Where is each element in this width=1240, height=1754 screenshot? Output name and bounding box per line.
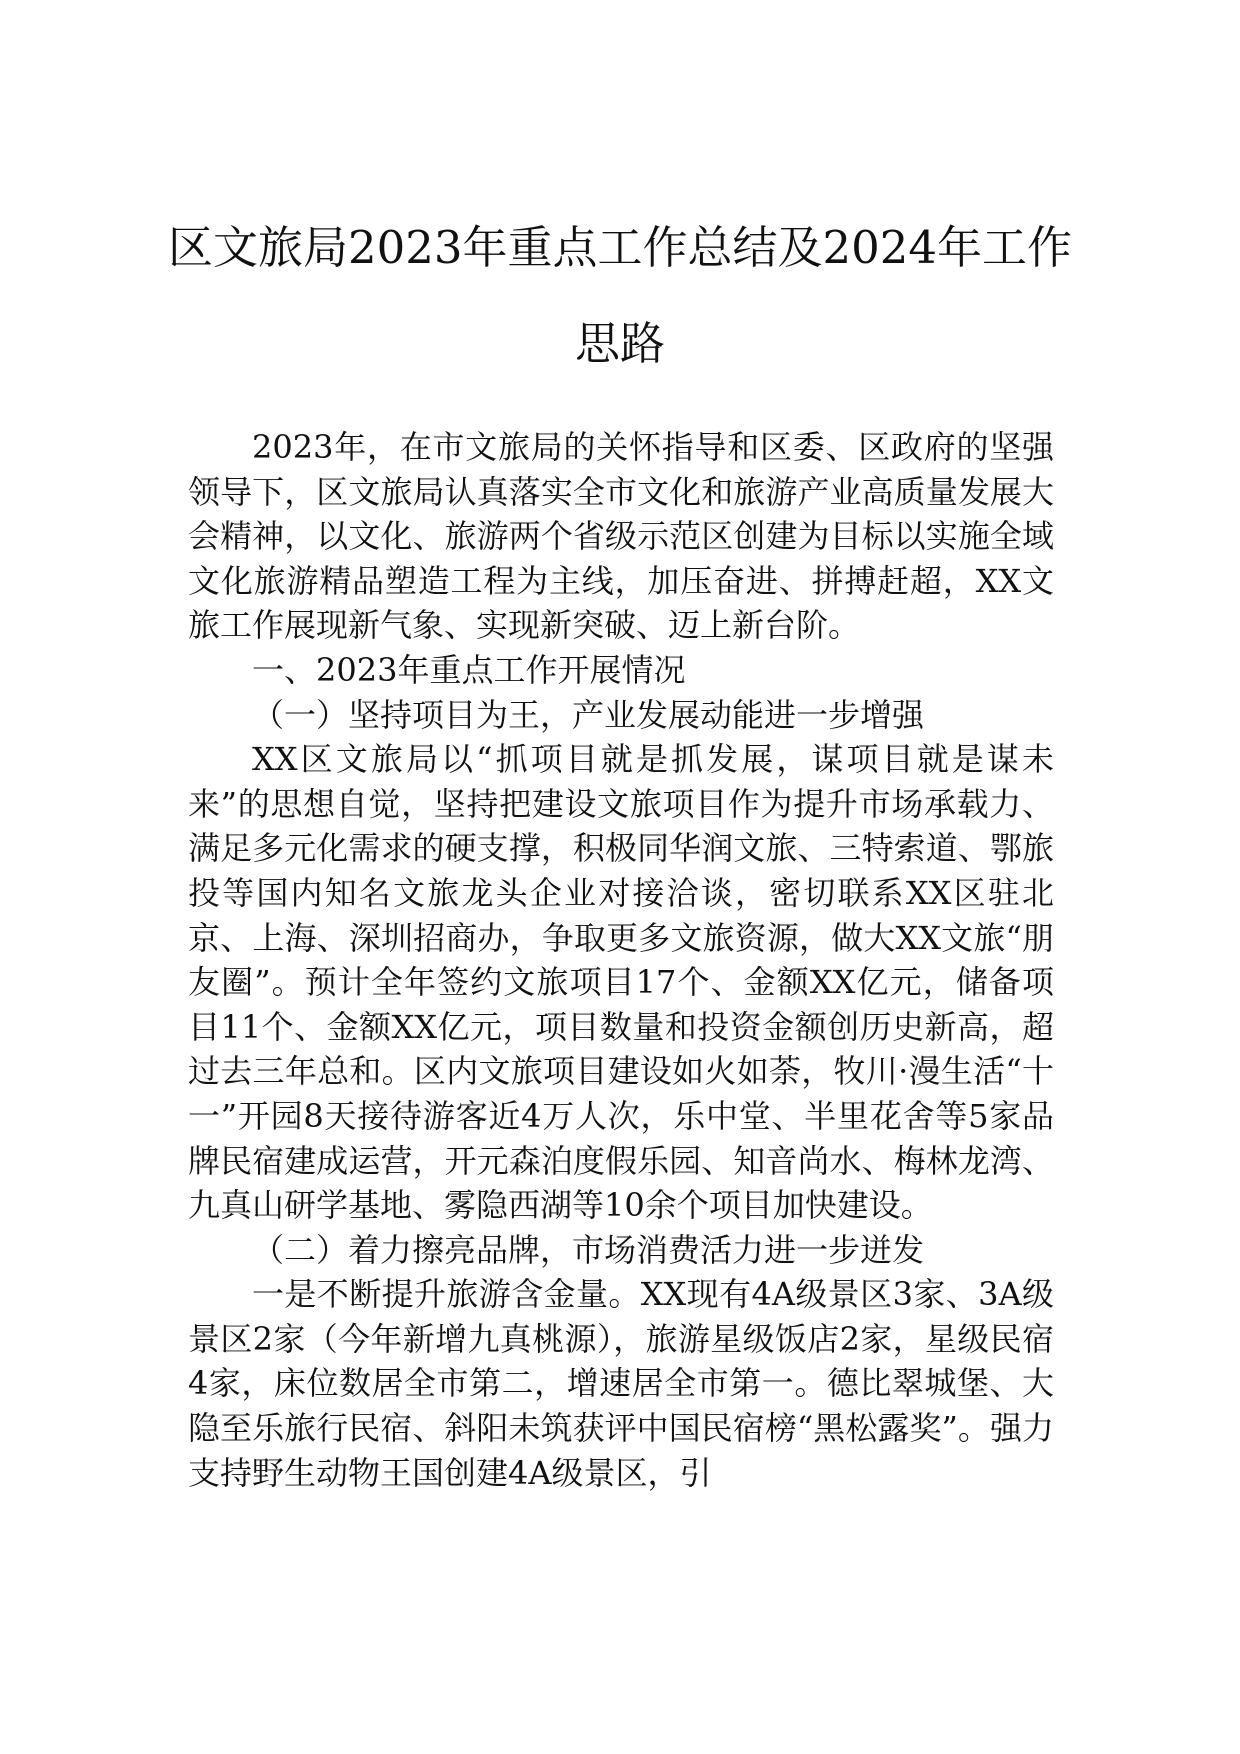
- subsection-heading-2: （二）着力擦亮品牌，市场消费活力进一步迸发: [252, 1230, 925, 1269]
- document-body: [188, 425, 1054, 1495]
- document-title: 区文旅局2023年重点工作总结及2024年工作思路: [167, 221, 1073, 370]
- projects-paragraph: XX区文旅局以“抓项目就是抓发展，谋项目就是谋未来”的思想自觉，坚持把建设文旅项目作为提升市场承载力、满足多元化需求的硬支撑，积极同华润文旅、三特索道、鄂旅投等国内知名文旅龙头企业对接洽谈，密切联系XX区驻北京、上海、深圳招商办，争取更多文旅资源，做大XX文旅“朋友圈”。预计全年签约文旅项目17个、金额XX亿元，储备项目11个、金额XX亿元，项目数量和投资金额创历史新高，超过去三年总和。区内文旅项目建设如火如荼，牧川·漫生活“十一”开园8天接待游客近4万人次，乐中堂、半里花舍等5家品牌民宿建成运营，开元森泊度假乐园、知音尚水、梅林龙湾、九真山研学基地、雾隐西湖等10余个项目加快建设。: [188, 740, 1054, 1225]
- section-heading-1: 一、2023年重点工作开展情况: [252, 650, 686, 689]
- subsection-heading-1: （一）坚持项目为王，产业发展动能进一步增强: [252, 695, 925, 734]
- tourism-paragraph: 一是不断提升旅游含金量。XX现有4A级景区3家、3A级景区2家（今年新增九真桃源），旅游星级饭店2家，星级民宿4家，床位数居全市第二，增速居全市第一。德比翠城堡、大隐至乐旅行民宿、斜阳未筑获评中国民宿榜“黑松露奖”。强力支持野生动物王国创建4A级景区，引: [188, 1275, 1054, 1492]
- intro-paragraph: 2023年，在市文旅局的关怀指导和区委、区政府的坚强领导下，区文旅局认真落实全市文化和旅游产业高质量发展大会精神，以文化、旅游两个省级示范区创建为目标以实施全域文化旅游精品塑造工程为主线，加压奋进、拼搏赶超，XX文旅工作展现新气象、实现新突破、迈上新台阶。: [188, 428, 1054, 645]
